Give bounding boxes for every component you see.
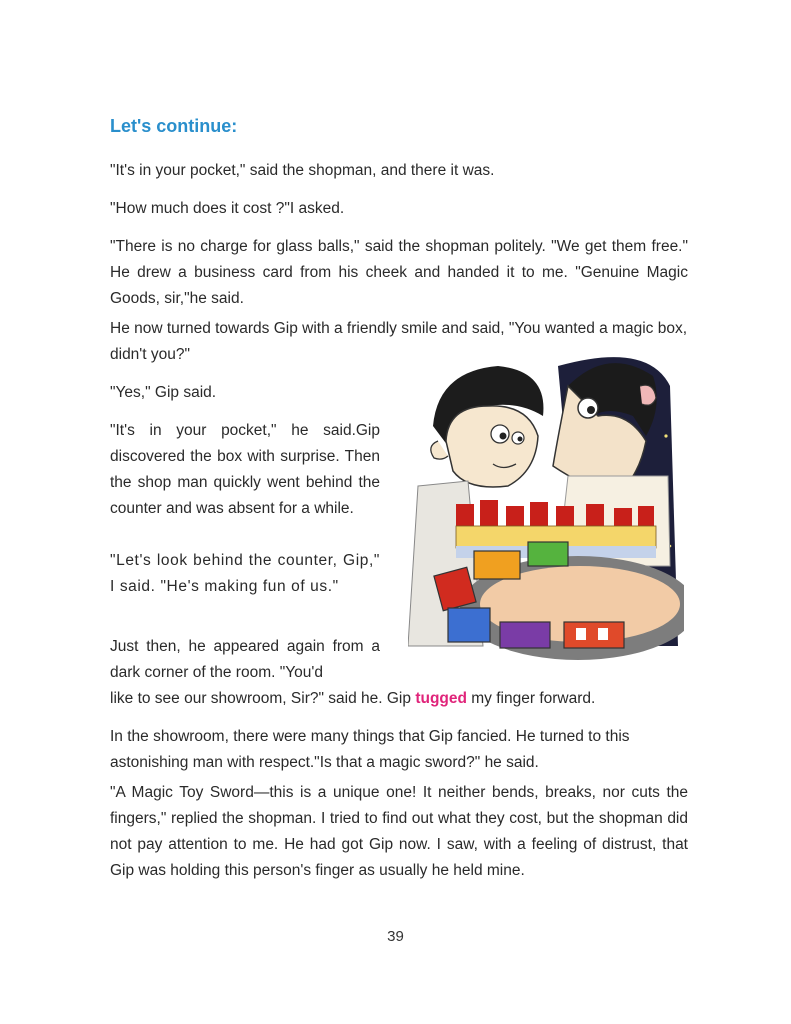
paragraph-4: He now turned towards Gip with a friendly smile and said, "You wanted a magic box, didn't you?" xyxy=(110,320,688,363)
paragraph-9: In the showroom, there were many things that Gip fancied. He turned to this astonishing man with respect."Is that a magic sword?" he said. xyxy=(110,728,630,771)
paragraph-8-end-tail: my finger forward. xyxy=(466,690,596,707)
paragraph-5: "Yes," Gip said. xyxy=(110,384,217,401)
paragraph-1: "It's in your pocket," said the shopman, and there it was. xyxy=(110,162,495,179)
paragraph-6: "It's in your pocket," he said.Gip discovered the box with surprise. Then the shop man quickly went behind the counter and was absent for a while. xyxy=(110,422,380,517)
paragraph-10: "A Magic Toy Sword—this is a unique one! It neither bends, breaks, nor cuts the fingers," replied the shopman. I tried to find out what they cost, but the shopman did not pay attention to me. He had got Gip now. I saw, with a feeling of distrust, that Gip was holding this person's finger as usually he held mine. xyxy=(110,784,688,879)
paragraph-8-end xyxy=(110,686,688,712)
vocabulary-highlight: tugged xyxy=(415,690,467,707)
paragraph-2: "How much does it cost ?"I asked. xyxy=(110,200,345,217)
page-number: 39 xyxy=(387,928,404,945)
paragraph-3: "There is no charge for glass balls," said the shopman politely. "We get them free." He drew a business card from his cheek and handed it to me. "Genuine Magic Goods, sir,"he said. xyxy=(110,238,688,307)
paragraph-7: "Let's look behind the counter, Gip," I said. "He's making fun of us." xyxy=(110,552,380,595)
story-illustration xyxy=(408,346,684,676)
section-heading: Let's continue: xyxy=(110,116,238,136)
paragraph-8-start: Just then, he appeared again from a dark corner of the room. "You'd xyxy=(110,638,380,681)
paragraph-8-end-text: like to see our showroom, Sir?" said he. Gip xyxy=(110,690,416,707)
